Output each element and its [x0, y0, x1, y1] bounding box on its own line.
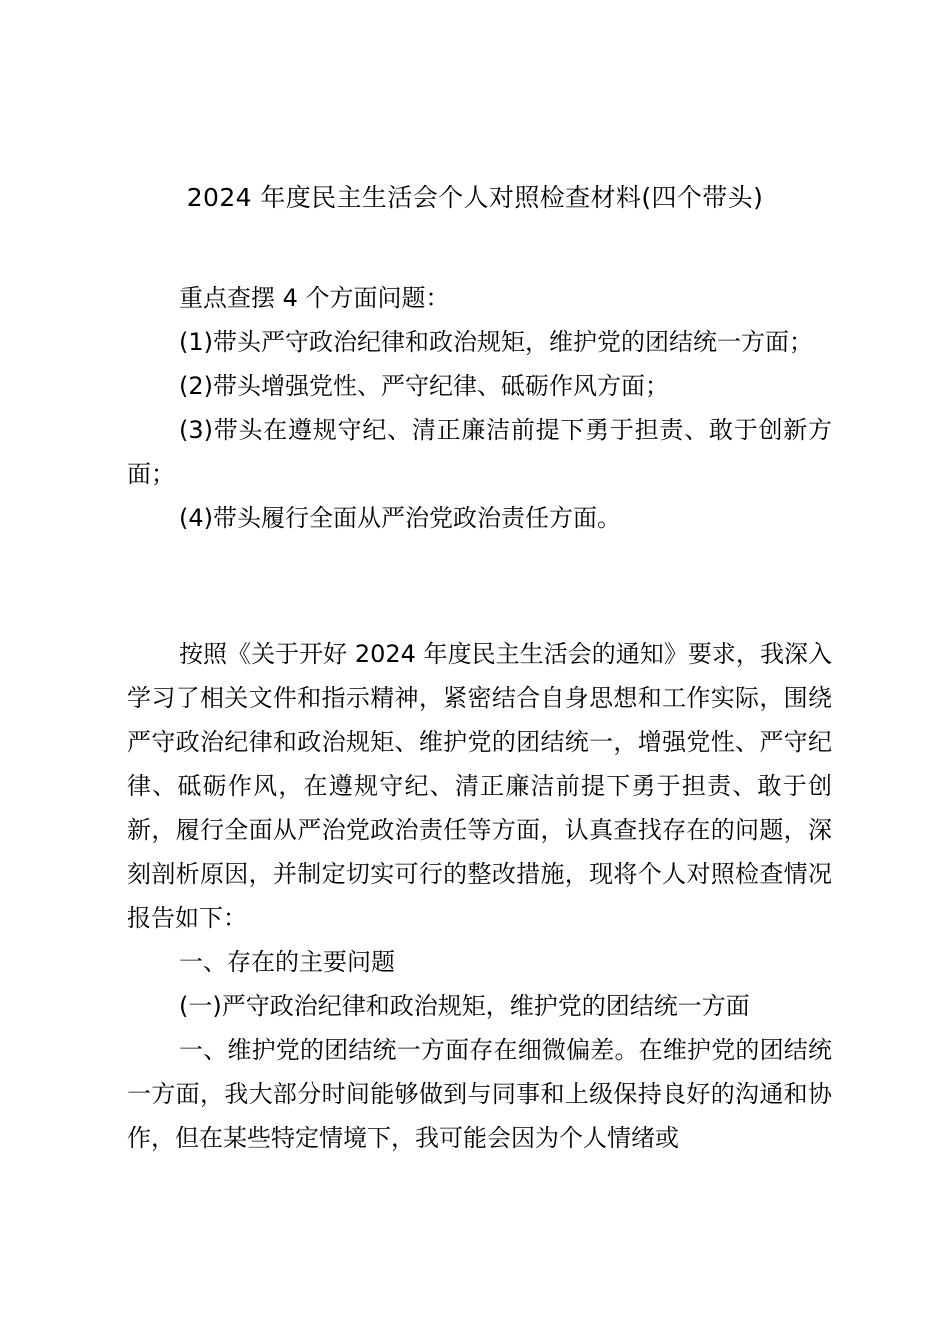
point-item-4: (4)带头履行全面从严治党政治责任方面。: [179, 504, 621, 532]
subsection-heading: (一)严守政治纪律和政治规矩，维护党的团结统一方面: [179, 992, 750, 1020]
intro-heading: 重点查摆 4 个方面问题：: [179, 284, 450, 312]
main-paragraph: 按照《关于开好 2024 年度民主生活会的通知》要求，我深入学习了相关文件和指示精神，紧密结合自身思想和工作实际，围绕严守政治纪律和政治规矩、维护党的团结统一，增强党性、严守纪律、砥砺作风，在遵规守纪、清正廉洁前提下勇于担责、敢于创新，履行全面从严治党政治责任等方面，认真查找存在的问题，深刻剖析原因，并制定切实可行的整改措施，现将个人对照检查情况报告如下：: [127, 640, 832, 932]
section-heading: 一、存在的主要问题: [179, 948, 395, 976]
detail-paragraph: 一、维护党的团结统一方面存在细微偏差。在维护党的团结统一方面，我大部分时间能够做到与同事和上级保持良好的沟通和协作，但在某些特定情境下，我可能会因为个人情绪或: [127, 1036, 832, 1152]
document-title: 2024 年度民主生活会个人对照检查材料(四个带头): [186, 183, 764, 212]
point-item-1: (1)带头严守政治纪律和政治规矩，维护党的团结统一方面；: [179, 328, 813, 356]
intro-block: [127, 276, 832, 540]
main-block: [127, 632, 832, 1160]
point-item-2: (2)带头增强党性、严守纪律、砥砺作风方面；: [179, 372, 669, 400]
point-item-3: (3)带头在遵规守纪、清正廉洁前提下勇于担责、敢于创新方面；: [127, 416, 832, 488]
